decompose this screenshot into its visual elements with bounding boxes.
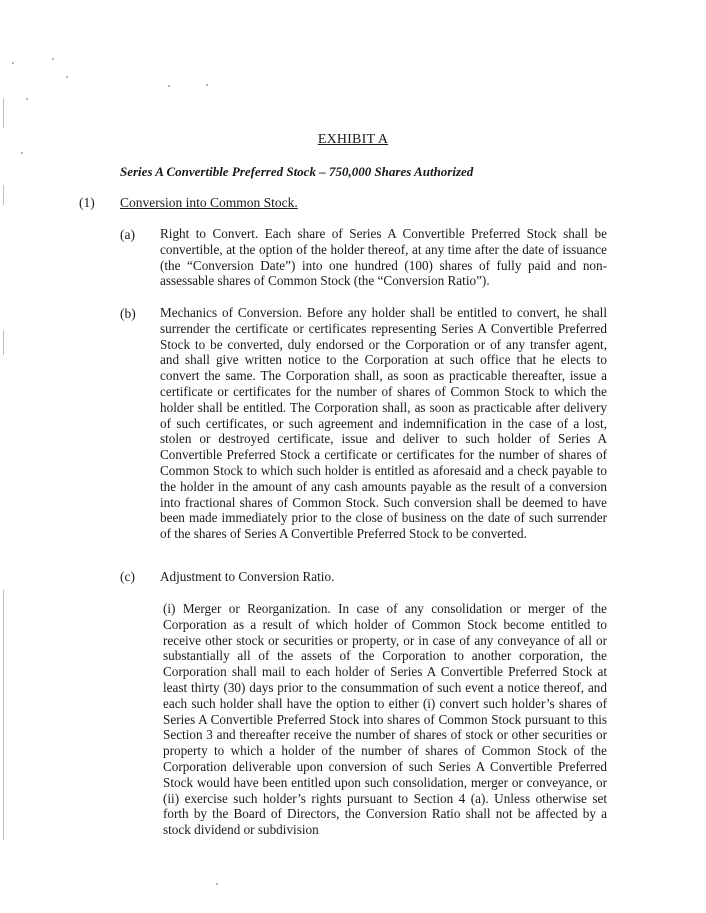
paragraph-b-text: Mechanics of Conversion. Before any holder shall be entitled to convert, he shall surrender the certificate or certificates representing Series A Convertible Preferred Stock to be converted, duly endorsed or the Corporation or of any transfer agent, and shall give written notice to the Corporation at such office that he elects to convert the same. The Corporation shall, as soon as practicable thereafter, issue a certificate or certificates for the number of shares of Common Stock to which the holder shall be entitled. The Corporation shall, as soon as practicable after delivery of such certificates, or such agreement and indemnification in the case of a lost, stolen or destroyed certificate, issue and deliver to such holder of Series A Convertible Preferred Stock a certificate or certificates for the number of shares of Common Stock to which such holder is entitled as aforesaid and a check payable to the holder in the amount of any cash amounts payable as the result of a conversion into fractional shares of Common Stock. Such conversion shall be deemed to have been made immediately prior to the close of business on the date of such surrender of the shares of Series A Convertible Preferred Stock to be converted. <box>160 305 607 542</box>
scan-speck <box>26 98 28 100</box>
document-subtitle: Series A Convertible Preferred Stock – 750,000 Shares Authorized <box>120 164 474 179</box>
paragraph-c-heading: Adjustment to Conversion Ratio. <box>160 569 335 584</box>
exhibit-title: EXHIBIT A <box>317 132 389 147</box>
scan-speck <box>206 84 208 86</box>
paragraph-a-text: Right to Convert. Each share of Series A Convertible Preferred Stock shall be convertible, at the option of the holder thereof, at any time after the date of issuance (the “Conversion Date”) into one hundred (100) shares of fully paid and non-assessable shares of Common Stock (the “Conversion Ratio”). <box>160 226 607 289</box>
scan-speck <box>168 85 170 87</box>
paragraph-a-label: (a) <box>120 227 135 242</box>
scan-mark <box>3 185 4 205</box>
paragraph-c-label: (c) <box>120 569 135 584</box>
scan-speck <box>52 58 54 60</box>
section-heading: Conversion into Common Stock. <box>120 195 298 210</box>
scan-speck <box>12 62 14 64</box>
scan-speck <box>66 76 68 78</box>
scan-speck <box>21 152 23 154</box>
paragraph-b-label: (b) <box>120 306 136 321</box>
section-number: (1) <box>79 195 95 210</box>
scan-mark <box>3 590 4 840</box>
scan-mark <box>3 330 4 355</box>
scan-mark <box>3 98 4 128</box>
paragraph-c-i-text: (i) Merger or Reorganization. In case of any consolidation or merger of the Corporation as a result of which holder of Common Stock become entitled to receive other stock or securities or property, or in case of any conveyance of all or substantially all of the assets of the Corporation to another corporation, the Corporation shall mail to each holder of Series A Convertible Preferred Stock at least thirty (30) days prior to the consummation of such event a notice thereof, and each such holder shall have the option to either (i) convert such holder’s shares of Series A Convertible Preferred Stock into shares of Common Stock pursuant to this Section 3 and thereafter receive the number of shares of stock or other securities or property to which a holder of the number of shares of Common Stock of the Corporation deliverable upon conversion of such Series A Convertible Preferred Stock would have been entitled upon such consolidation, merger or conveyance, or (ii) exercise such holder’s rights pursuant to Section 4 (a). Unless otherwise set forth by the Board of Directors, the Conversion Ratio shall not be affected by a stock dividend or subdivision <box>163 601 607 838</box>
scan-speck <box>216 883 218 885</box>
